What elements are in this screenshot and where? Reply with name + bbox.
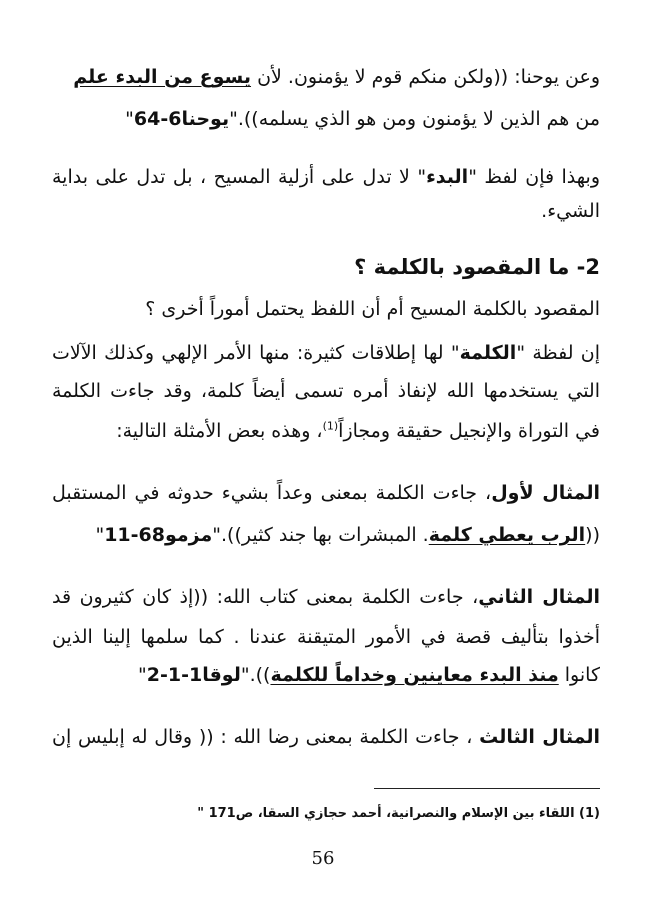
text-run: وبهذا فإن لفظ ": [468, 166, 600, 188]
example-2-line-3: [52, 656, 600, 694]
text-run: ": [125, 108, 134, 130]
bold-term: الكلمة: [459, 342, 517, 364]
paragraph-1-line-2: [52, 100, 600, 138]
text-run: ، وهذه بعض الأمثلة التالية:: [116, 420, 323, 442]
footnote-divider: [374, 788, 600, 789]
text-run: في التوراة والإنجيل حقيقة ومجازاً: [338, 420, 600, 442]
bible-reference: يوحنا6-64: [133, 108, 230, 130]
text-run: كانوا: [558, 664, 600, 686]
paragraph-1-line-1: [52, 58, 600, 96]
footnote: [52, 800, 600, 828]
example-label: المثال الثالث: [479, 726, 600, 748]
page-number: 56: [311, 848, 335, 869]
text-run: من هم الذين لا يؤمنون ومن هو الذي يسلمه)).": [229, 108, 600, 130]
underlined-quote: منذ البدء معاينين وخداماً للكلمة: [270, 664, 559, 686]
underlined-quote: الرب يعطي كلمة: [428, 524, 586, 546]
bold-term: البدء: [426, 166, 469, 188]
text-run: . المبشرات بها جند كثير)).": [212, 524, 429, 546]
bible-reference: مزمو68-11: [104, 524, 213, 546]
paragraph-3-line-2: [52, 334, 600, 372]
example-2-line-1: [52, 578, 600, 616]
text-run: ، جاءت الكلمة بمعنى كتاب الله: ((إذ كان كثيرون قد: [52, 586, 479, 608]
text-run: ، جاءت الكلمة بمعنى وعداً بشيء حدوثه في المستقبل: [52, 482, 492, 504]
footnote-page: 171: [208, 806, 236, 821]
text-run: وعن يوحنا: ((ولكن منكم قوم لا يؤمنون. لأن: [251, 66, 600, 88]
section-heading: 2- ما المقصود بالكلمة ؟: [354, 255, 600, 279]
paragraph-2-line-2: [52, 192, 600, 230]
footnote-number: (1): [579, 806, 600, 821]
footnote-marker: (1): [322, 419, 339, 433]
text-run: ": [95, 524, 105, 546]
text-run: )).": [240, 664, 271, 686]
underlined-quote: يسوع من البدء علم: [73, 66, 252, 88]
example-1-line-1: [52, 474, 600, 512]
example-label: المثال الثاني: [478, 586, 600, 608]
text-run: ((: [585, 524, 600, 546]
text-run: المقصود بالكلمة المسيح أم أن اللفظ يحتمل أموراً أخرى ؟: [145, 298, 600, 320]
example-1-line-2: [52, 516, 600, 554]
text-run: ، جاءت الكلمة بمعنى رضا الله : (( وقال له إبليس إن: [52, 726, 480, 748]
footnote-end: ": [197, 806, 209, 821]
text-run: الشيء.: [541, 200, 600, 222]
bible-reference: لوقا1-1-2: [146, 664, 241, 686]
text-run: أخذوا بتأليف قصة في الأمور المتيقنة عندنا . كما سلمها إلينا الذين: [52, 626, 600, 648]
example-3-line-1: [52, 718, 600, 756]
paragraph-3-line-1: [52, 290, 600, 328]
text-run: إن لفظة ": [516, 342, 600, 364]
text-run: التي يستخدمها الله لإنفاذ أمره تسمى أيضاً كلمة، وقد جاءت الكلمة: [52, 380, 600, 402]
paragraph-3-line-4: [52, 412, 600, 450]
text-run: " لها إطلاقات كثيرة: منها الأمر الإلهي وكذلك الآلات: [52, 342, 460, 364]
text-run: " لا تدل على أزلية المسيح ، بل تدل على بداية: [52, 166, 427, 188]
footnote-text: اللقاء بين الإسلام والنصرانية، أحمد حجازي السقا، ص: [235, 806, 580, 821]
example-label: المثال لأول: [491, 482, 600, 504]
paragraph-3-line-3: [52, 372, 600, 410]
paragraph-2-line-1: [52, 158, 600, 196]
example-2-line-2: [52, 618, 600, 656]
text-run: ": [138, 664, 147, 686]
